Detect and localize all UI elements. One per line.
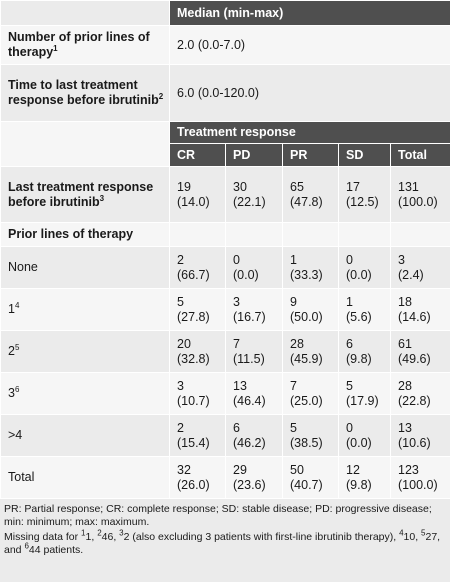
table-row — [1, 373, 450, 415]
table-cell: 61 (49.6) — [391, 331, 450, 373]
table-cell: 2 (66.7) — [170, 247, 226, 289]
treatment-response-header-row — [1, 122, 450, 144]
table-cell: 65 (47.8) — [283, 167, 339, 223]
table-cell: 1 (33.3) — [283, 247, 339, 289]
table-cell — [226, 223, 283, 247]
table-cell: 19 (14.0) — [170, 167, 226, 223]
row-label: >4 — [1, 415, 170, 457]
table-cell: 3 (2.4) — [391, 247, 450, 289]
median-value: 2.0 (0.0-7.0) — [170, 26, 450, 65]
table-cell: 18 (14.6) — [391, 289, 450, 331]
table-row — [1, 289, 450, 331]
table-cell: 6 (46.2) — [226, 415, 283, 457]
table-cell — [283, 223, 339, 247]
table-cell: 29 (23.6) — [226, 457, 283, 499]
table-cell: 12 (9.8) — [339, 457, 391, 499]
column-header: PR — [283, 144, 339, 167]
row-label: Number of prior lines of therapy$^1$ — [1, 26, 170, 65]
column-header: CR — [170, 144, 226, 167]
table-cell: 6 (9.8) — [339, 331, 391, 373]
abbreviations-note: PR: Partial response; CR: complete response; SD: stable disease; PD: progressive disease; min: minimum; max: maximum. — [4, 503, 432, 528]
table-cell: 3 (16.7) — [226, 289, 283, 331]
median-value: 6.0 (0.0-120.0) — [170, 65, 450, 122]
table-cell: 13 (46.4) — [226, 373, 283, 415]
table-cell: 131 (100.0) — [391, 167, 450, 223]
table-cell: 3 (10.7) — [170, 373, 226, 415]
median-header: Median (min-max) — [170, 1, 450, 26]
table-cell: 123 (100.0) — [391, 457, 450, 499]
table-cell: 1 (5.6) — [339, 289, 391, 331]
column-header: Total — [391, 144, 450, 167]
table-cell: 28 (45.9) — [283, 331, 339, 373]
table-row — [1, 26, 450, 65]
row-label: Time to last treatment response before ibrutinib$^2$ — [1, 65, 170, 122]
missing-data-note: Missing data for $^1$1, $^2$46, $^3$2 (also excluding 3 patients with first-line ibrutinib therapy), $^4$10, $^5$27, and $^6$44 patients. — [4, 528, 441, 556]
row-label: Last treatment response before ibrutinib$^3$ — [1, 167, 170, 223]
table-cell: 2 (15.4) — [170, 415, 226, 457]
table-cell: 7 (25.0) — [283, 373, 339, 415]
table-row — [1, 247, 450, 289]
column-header: SD — [339, 144, 391, 167]
table-cell: 13 (10.6) — [391, 415, 450, 457]
header-row — [1, 1, 450, 26]
total-row — [1, 457, 450, 499]
column-header: PD — [226, 144, 283, 167]
table-cell: 28 (22.8) — [391, 373, 450, 415]
table-row — [1, 331, 450, 373]
table-row — [1, 415, 450, 457]
section-label: Prior lines of therapy — [1, 223, 170, 247]
table-row — [1, 167, 450, 223]
row-label: None — [1, 247, 170, 289]
table-cell: 17 (12.5) — [339, 167, 391, 223]
row-label: $1^4$ — [1, 289, 170, 331]
table-cell — [391, 223, 450, 247]
table-cell: 0 (0.0) — [226, 247, 283, 289]
table-cell: 5 (17.9) — [339, 373, 391, 415]
table-cell: 5 (38.5) — [283, 415, 339, 457]
row-label: $3^6$ — [1, 373, 170, 415]
row-label: $2^5$ — [1, 331, 170, 373]
header-empty-cell — [1, 122, 170, 167]
table-row — [1, 65, 450, 122]
treatment-response-header: Treatment response — [170, 122, 450, 144]
table-cell: 0 (0.0) — [339, 247, 391, 289]
table-cell — [339, 223, 391, 247]
table-cell: 0 (0.0) — [339, 415, 391, 457]
table-cell — [170, 223, 226, 247]
table-cell: 50 (40.7) — [283, 457, 339, 499]
table-cell: 5 (27.8) — [170, 289, 226, 331]
table-footnote — [0, 499, 450, 557]
section-row — [1, 223, 450, 247]
row-label: Total — [1, 457, 170, 499]
header-empty-cell — [1, 1, 170, 26]
table-cell: 32 (26.0) — [170, 457, 226, 499]
table-cell: 30 (22.1) — [226, 167, 283, 223]
table-cell: 9 (50.0) — [283, 289, 339, 331]
table-cell: 20 (32.8) — [170, 331, 226, 373]
table-cell: 7 (11.5) — [226, 331, 283, 373]
